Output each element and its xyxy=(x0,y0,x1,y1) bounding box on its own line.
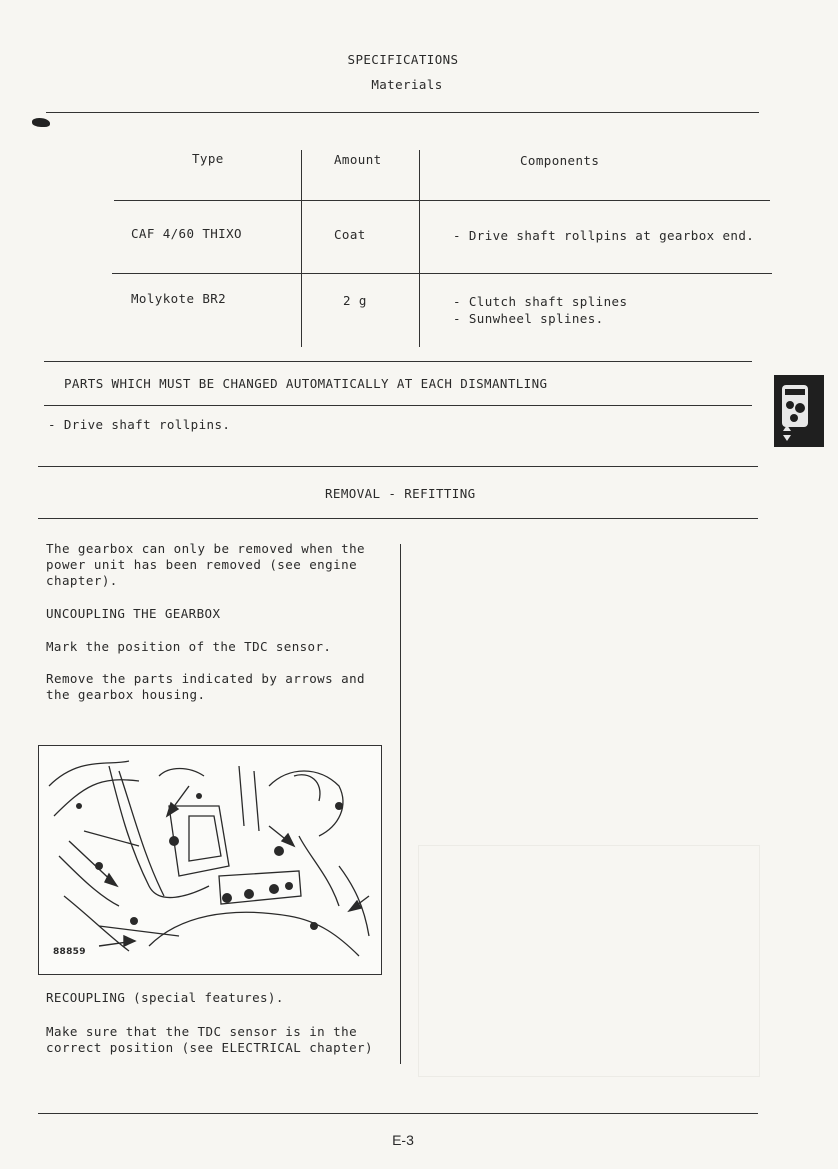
engine-figure xyxy=(38,745,382,975)
chapter-tab xyxy=(774,375,824,447)
figure-number: 88859 xyxy=(53,947,86,957)
table-header-rule xyxy=(114,200,770,201)
page-number: E-3 xyxy=(392,1132,414,1148)
table-cell-type: CAF 4/60 THIXO xyxy=(131,226,242,241)
gearbox-drawing xyxy=(39,746,381,974)
table-cell-amount: Coat xyxy=(334,227,366,242)
column-header-amount: Amount xyxy=(334,152,382,167)
gearbox-icon xyxy=(774,375,824,447)
section-title: SPECIFICATIONS xyxy=(347,52,459,67)
step-text: Mark the position of the TDC sensor. xyxy=(46,639,332,654)
parts-top-rule xyxy=(44,361,752,362)
section-subtitle: Materials xyxy=(371,77,443,92)
column-divider xyxy=(301,150,302,347)
bleed-through-figure xyxy=(418,845,760,1077)
removal-bottom-rule xyxy=(38,518,758,519)
parts-heading-rule xyxy=(44,405,752,406)
ink-smudge xyxy=(32,118,50,127)
column-divider xyxy=(419,150,420,347)
header-rule xyxy=(46,112,759,113)
table-cell-components: - Sunwheel splines. xyxy=(453,311,604,326)
recoupling-heading: RECOUPLING (special features). xyxy=(46,990,284,1005)
parts-heading: PARTS WHICH MUST BE CHANGED AUTOMATICALLY AT EACH DISMANTLING xyxy=(64,376,548,391)
column-divider xyxy=(400,544,401,1064)
table-row-rule xyxy=(112,273,772,274)
step-text: Make sure that the TDC sensor is in the correct position (see ELECTRICAL chapter) xyxy=(46,1024,374,1055)
table-cell-components: - Clutch shaft splines xyxy=(453,294,628,309)
footer-rule xyxy=(38,1113,758,1114)
table-cell-amount: 2 g xyxy=(343,293,367,308)
column-header-type: Type xyxy=(192,151,224,166)
intro-paragraph: The gearbox can only be removed when the power unit has been removed (see engine chapter). xyxy=(46,541,366,588)
column-header-components: Components xyxy=(520,153,600,168)
parts-item: - Drive shaft rollpins. xyxy=(48,417,231,432)
table-cell-type: Molykote BR2 xyxy=(131,291,227,306)
table-cell-components: - Drive shaft rollpins at gearbox end. xyxy=(453,228,755,243)
removal-top-rule xyxy=(38,466,758,467)
step-text: Remove the parts indicated by arrows and the gearbox housing. xyxy=(46,671,366,702)
removal-heading: REMOVAL - REFITTING xyxy=(325,486,476,501)
uncoupling-heading: UNCOUPLING THE GEARBOX xyxy=(46,606,221,621)
